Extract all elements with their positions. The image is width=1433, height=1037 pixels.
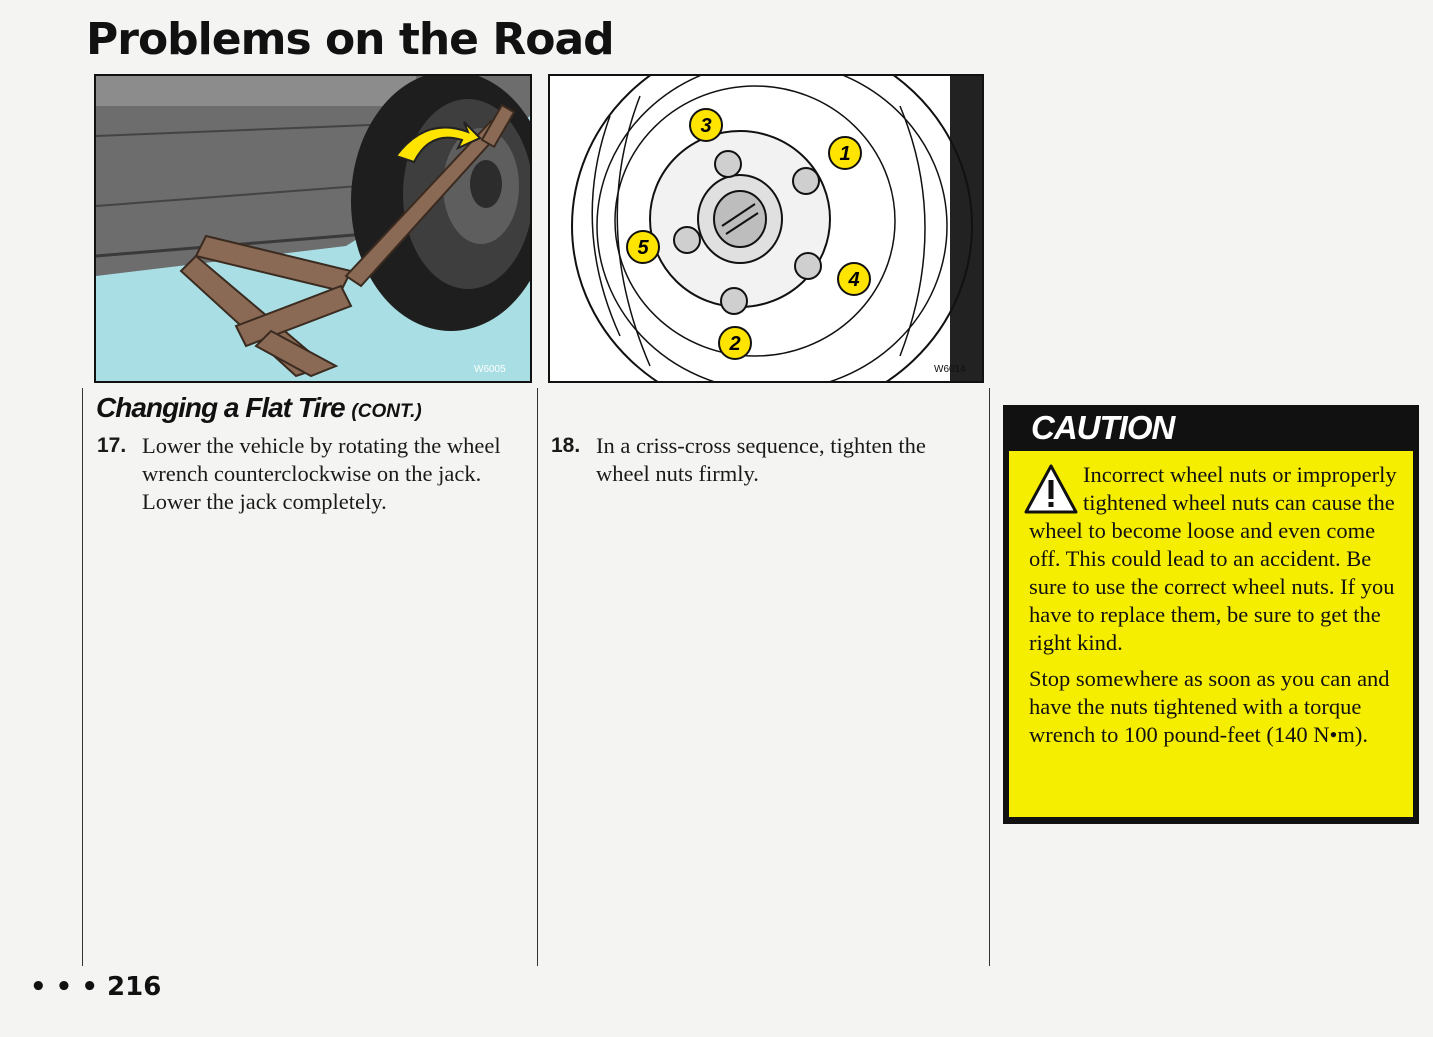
step-text: In a criss-cross sequence, tighten the wheel nuts firmly. xyxy=(596,433,926,486)
step-number: 17. xyxy=(97,434,127,457)
warning-triangle-icon xyxy=(1023,463,1079,515)
step-17 xyxy=(97,432,529,516)
nut-label-3: 3 xyxy=(700,115,712,137)
wheel-figure-code: W6014 xyxy=(934,364,966,375)
caution-paragraph-1: Incorrect wheel nuts or improperly tightened wheel nuts can cause the wheel to become loose and even come off. This could lead to an accident. Be sure to use the correct wheel nuts. If you have to replace them, be sure to get the right kind. xyxy=(1029,462,1397,655)
page-number xyxy=(30,972,161,1002)
caution-box xyxy=(1003,405,1419,824)
caution-paragraph-2: Stop somewhere as soon as you can and have the nuts tightened with a torque wrench to 100 pound-feet (140 N•m). xyxy=(1029,666,1390,747)
caution-body xyxy=(1009,451,1413,817)
nut-label-2: 2 xyxy=(729,333,741,355)
column-divider-right xyxy=(989,388,990,966)
section-heading xyxy=(96,392,422,424)
section-heading-text: Changing a Flat Tire xyxy=(96,392,345,423)
page-number-dots: • • • xyxy=(30,972,98,1002)
jack-illustration xyxy=(94,74,532,383)
nut-label-4: 4 xyxy=(848,269,860,291)
jack-figure-code: W6005 xyxy=(474,364,506,375)
step-number: 18. xyxy=(551,434,581,457)
nut-label-5: 5 xyxy=(637,237,649,259)
step-text: Lower the vehicle by rotating the wheel wrench counterclockwise on the jack. Lower the jack completely. xyxy=(142,433,501,514)
nut-label-1: 1 xyxy=(839,143,851,165)
step-18 xyxy=(551,432,951,488)
page-title: Problems on the Road xyxy=(86,14,614,65)
column-divider-middle xyxy=(537,388,538,966)
wheel-nut-sequence-illustration xyxy=(548,74,984,383)
section-heading-suffix: (CONT.) xyxy=(351,401,422,422)
column-divider-left xyxy=(82,388,83,966)
caution-title: CAUTION xyxy=(1031,409,1175,446)
page-number-value: 216 xyxy=(107,972,162,1002)
